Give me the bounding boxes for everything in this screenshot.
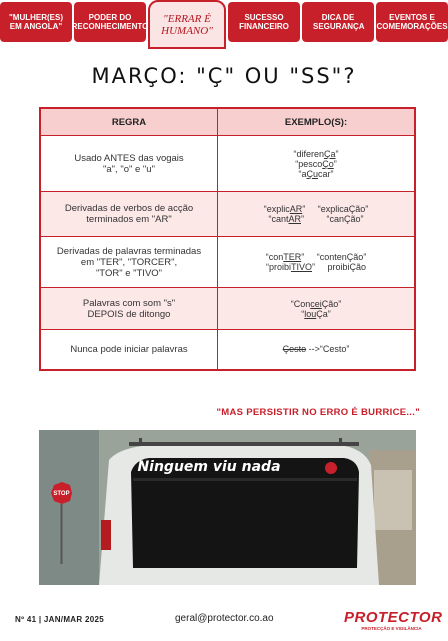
van-photo <box>39 430 416 585</box>
rule-line: Derivadas de palavras terminadas <box>56 245 202 257</box>
example-segment: TER <box>283 252 302 262</box>
brand-name: PROTECTOR <box>344 609 443 626</box>
rule-line: em "TER", "TORCER", <box>80 256 178 268</box>
example-segment: lou <box>304 308 317 319</box>
example-segment: “proibi <box>265 262 291 272</box>
tab-label: "MULHER(ES) EM ANGOLA" <box>8 13 63 31</box>
rule-line: Nunca pode iniciar palavras <box>70 343 188 355</box>
example-line <box>222 252 410 262</box>
example-cell <box>218 237 416 288</box>
page-title: MARÇO: "Ç" OU "SS"? <box>91 64 357 88</box>
example-line <box>222 214 410 224</box>
rule-cell <box>40 288 218 330</box>
example-segment: car” <box>318 168 334 179</box>
example-segment: Ção” <box>321 298 342 309</box>
table-row <box>40 288 415 330</box>
brand-tagline: PROTECÇÃO E VIGILÂNCIA <box>361 626 422 631</box>
example-segment: “Con <box>290 298 311 309</box>
issue-info: Nº 41 | JAN/MAR 2025 <box>15 615 104 624</box>
example-segment: “diferen <box>293 148 324 159</box>
example-cell <box>218 136 416 192</box>
example-cell <box>218 288 416 330</box>
example-line <box>222 204 410 214</box>
top-navigation <box>0 0 448 51</box>
tab-label: SUCESSO FINANCEIRO <box>239 13 289 31</box>
tab-sucesso-financeiro[interactable] <box>228 2 300 42</box>
example-segment: ” proibiÇão <box>312 262 367 272</box>
example-cell <box>218 330 416 370</box>
contact-email[interactable]: geral@protector.co.ao <box>175 613 274 624</box>
example-segment: Ça” <box>316 308 331 319</box>
example-segment: “a <box>298 168 307 179</box>
sticker-icon <box>325 462 337 474</box>
example-line <box>222 169 410 179</box>
tab-label: "ERRAR É HUMANO" <box>161 12 213 37</box>
rules-table <box>39 107 416 371</box>
example-segment: cei <box>310 298 322 309</box>
header-exemplos: EXEMPLO(S): <box>218 108 416 136</box>
tab-label: DICA DE SEGURANÇA <box>313 13 365 31</box>
header-regra: REGRA <box>40 108 218 136</box>
stop-sign-text: STOP <box>53 491 70 497</box>
tab-poder-do-reconhecimento[interactable] <box>71 2 149 42</box>
rule-line: DEPOIS de ditongo <box>87 308 171 320</box>
rule-line: Derivadas de verbos de acção <box>64 203 194 214</box>
rule-cell <box>40 237 218 288</box>
rule-line: "a", "o" e "u" <box>103 163 155 175</box>
example-segment: Çu <box>306 168 319 179</box>
example-segment: ” “contenÇão” <box>301 252 367 262</box>
example-line <box>222 344 410 354</box>
example-segment: “pesco <box>295 158 323 169</box>
rule-cell <box>40 330 218 370</box>
example-line <box>222 309 410 319</box>
example-cell <box>218 192 416 237</box>
quote-text: "MAS PERSISTIR NO ERRO É BURRICE..." <box>216 407 420 418</box>
rule-line: Palavras com som "s" <box>82 297 176 309</box>
tab-mulheres-em-angola[interactable] <box>0 2 72 42</box>
tab-eventos-e-comemoracoes[interactable] <box>376 2 448 42</box>
van-illustration <box>39 430 416 585</box>
example-segment: -->“Cesto” <box>306 344 350 355</box>
tab-label: PODER DO RECONHECIMENTO <box>71 13 149 31</box>
example-segment: AR <box>289 204 303 214</box>
windshield-decal-text: Ninguem viu nada <box>137 459 281 475</box>
example-line <box>222 159 410 169</box>
table-row <box>40 192 415 237</box>
example-segment: “ <box>301 308 305 319</box>
example-segment: ” <box>333 158 337 169</box>
tab-errar-e-humano[interactable] <box>148 0 226 49</box>
example-segment: Ço <box>322 158 334 169</box>
rule-line: "TOR" e "TIVO" <box>95 267 163 279</box>
rule-cell <box>40 136 218 192</box>
example-line <box>222 262 410 272</box>
rule-cell <box>40 192 218 237</box>
example-segment: “cant <box>268 214 289 224</box>
tab-dica-de-seguranca[interactable] <box>302 2 374 42</box>
table-header-row <box>40 108 415 136</box>
tab-label: EVENTOS E COMEMORAÇÕES <box>376 13 448 31</box>
example-segment: “explic <box>263 204 290 214</box>
example-segment: ” <box>335 148 339 159</box>
example-segment: “con <box>265 252 284 262</box>
brand-logo <box>344 609 443 635</box>
example-line <box>222 299 410 309</box>
example-segment: AR <box>288 214 301 224</box>
example-segment: Çesto <box>282 344 307 355</box>
table-row <box>40 237 415 288</box>
example-line <box>222 149 410 159</box>
table-row <box>40 330 415 370</box>
example-segment: Ça <box>324 148 336 159</box>
example-segment: TIVO <box>290 262 312 272</box>
rule-line: Usado ANTES das vogais <box>74 152 184 164</box>
table-row <box>40 136 415 192</box>
example-segment: ” “canÇão” <box>301 214 364 224</box>
rule-line: terminados em "AR" <box>86 214 172 225</box>
example-segment: ” “explicaÇão” <box>302 204 369 214</box>
